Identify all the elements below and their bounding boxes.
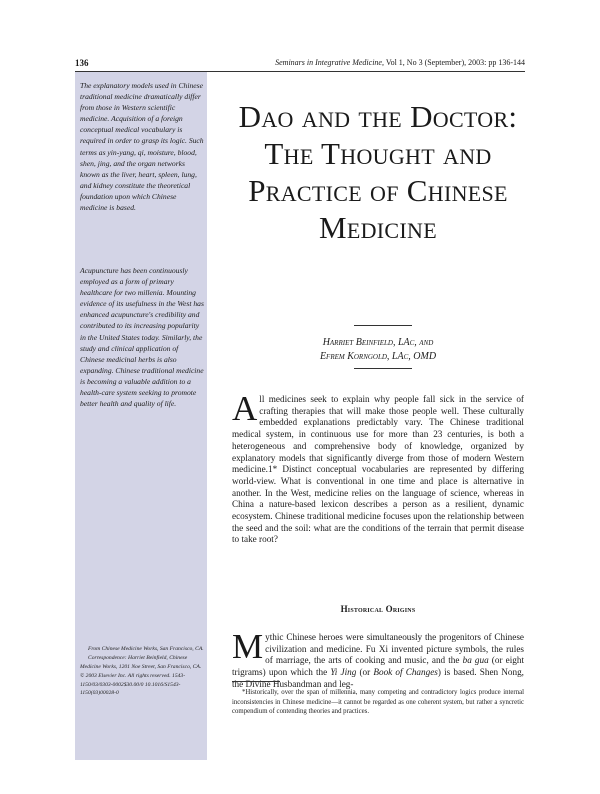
page-number: 136 [75,58,89,68]
intro-text: ll medicines seek to explain why people fall sick in the service of crafting therapies that will make those people well. These culturally embedded explanations predictably vary. The Chinese traditional medical system, in continuous use for more than 23 centuries, is both a heterogeneous and comprehensive body of knowledge, organized by explanatory models that significantly diverge from those of modern Western medicine.1* Distinct conceptual vocabularies are represented by differing world-view. What is conventional in one time and place is alternative in another. In the West, medicine relies on the language of science, whereas in China a nature-based lexicon describes a person as a resilient, dynamic ecosystem. Chinese traditional medicine focuses upon the relationship between the seed and the soil: what are the conditions of the terrain that permit disease to take root? [232,394,524,545]
section-text-c: (or [356,667,374,678]
term-bagua: ba gua [462,655,489,666]
correspondence: Correspondence: Harriet Beinfield, Chinese Medicine Works, 1201 Noe Street, San Francisco, CA. [80,655,202,670]
term-book: Book of Changes [373,667,438,678]
section-text-a: ythic Chinese heroes were simultaneously the progenitors of Chinese civilization and medicine. Fu Xi invented picture symbols, the rules of marriage, the arts of cooking and music, and the [265,632,524,666]
copyright: © 2003 Elsevier Inc. All rights reserved. 1543-1150/03/0303-0002$30.00/0 10.1016/S1543-1150(03)00028-0 [80,673,186,697]
section-heading: Historical Origins [340,604,416,614]
sidebar-paragraph: Acupuncture has been continuously employed as a form of primary healthcare for two millenia. Mounting evidence of its usefulness in the West has enhanced acupuncture's credibility and contributed to its increasing popularity in the United States today. Similarly, the study and clinical application of Chinese medicinal herbs is also expanding. Chinese traditional medicine is becoming a valuable addition to a health-care system seeking to promote better health and quality of life. [80,266,204,409]
author-rule-bottom [354,368,412,369]
footnote-text: *Historically, over the span of millennia, many competing and contradictory logics produce internal inconsistencies in Chinese medicine—it cannot be regarded as one coherent system, but rather a syncretic compendium of contending theories and practices. [232,689,524,716]
intro-dropcap: A [232,389,258,428]
footnote-rule [232,681,280,682]
journal-name: Seminars in Integrative Medicine, [275,58,384,67]
article-title: Dao and the Doctor: The Thought and Practice of Chinese Medicine [238,99,518,245]
footnote [232,688,524,717]
section-text-d: ) is based. Shen Nong, the Divine Husbandman and leg- [232,667,524,689]
running-head [275,58,525,67]
author-2: Efrem Korngold, LAc, OMD [319,351,437,362]
author-rule-top [354,325,412,326]
section-text-b: (or eight trigrams) upon which the [232,655,524,678]
section-dropcap: M [232,627,264,666]
intro-paragraph [232,389,524,546]
affiliation: From Chinese Medicine Works, San Francisco, CA. [88,646,204,652]
sidebar-footer [80,645,204,698]
authors [232,336,524,364]
journal-citation: Vol 1, No 3 (September), 2003: pp 136-144 [383,58,525,67]
sidebar-abstract: The explanatory models used in Chinese traditional medicine dramatically differ from those in Western scientific medicine. Acquisition of a foreign conceptual medical vocabulary is required in order to grasp its logic. Such terms as yin-yang, qi, moisture, blood, shen, jing, and the organ networks known as the liver, heart, spleen, lung, and kidney constitute the theoretical foundation upon which Chinese medicine is based. [80,81,204,213]
term-yijing: Yi Jing [330,667,357,678]
author-1: Harriet Beinfield, LAc, and [322,337,434,348]
